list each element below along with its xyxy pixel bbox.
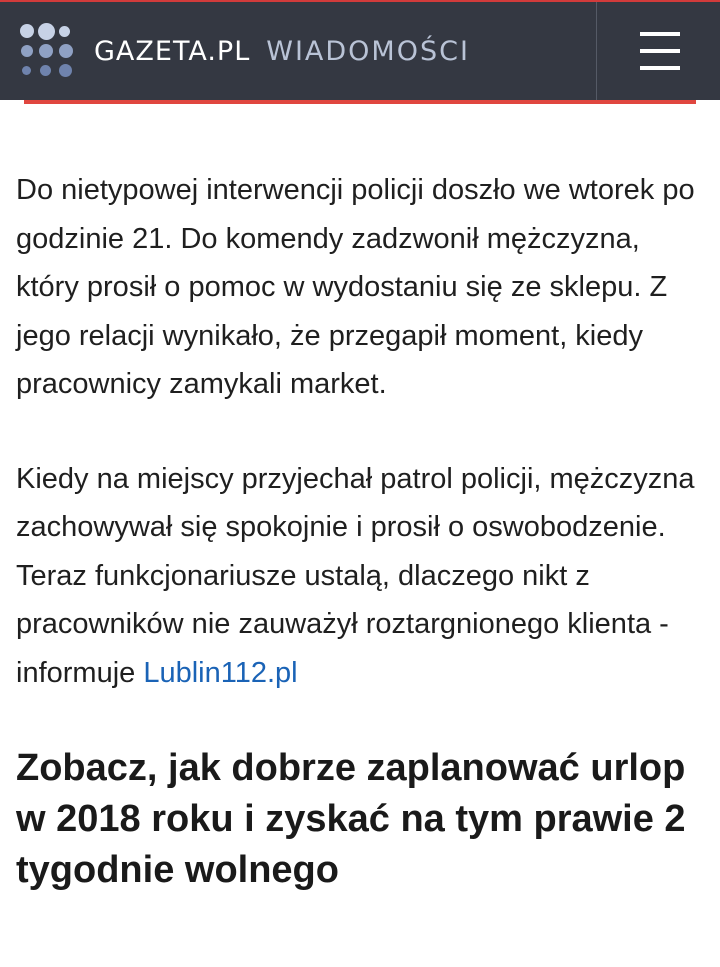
menu-button[interactable] [624,20,696,82]
header-divider [596,2,597,100]
header-accent-bar [24,100,696,104]
site-logo[interactable] [18,22,470,80]
hamburger-menu-icon [640,32,680,36]
article-paragraph-text: Kiedy na miejscy przyjechał patrol policji, mężczyzna zachowywał się spokojnie i prosił o oswobodzenie. Teraz funkcjonariusze ustalą, dlaczego nikt z pracowników nie zauważył roztargnionego klienta - informuje [16,462,695,689]
article-body [16,166,706,896]
article-paragraph: Do nietypowej interwencji policji doszło we wtorek po godzinie 21. Do komendy zadzwonił mężczyzna, który prosił o pomoc w wydostaniu się ze sklepu. Z jego relacji wynikało, że przegapił moment, kiedy pracownicy zamykali market. [16,174,695,400]
source-link[interactable]: Lublin112.pl [143,656,298,689]
related-article-headline[interactable]: Zobacz, jak dobrze zaplanować urlop w 2018 roku i zyskać na tym prawie 2 tygodnie wolnego [16,747,686,891]
site-header [0,2,720,100]
article-paragraph [16,455,706,698]
brand-name: GAZETA.PL [94,35,251,67]
section-name: WIADOMOŚCI [266,35,470,67]
gazeta-dots-logo-icon [18,22,78,80]
